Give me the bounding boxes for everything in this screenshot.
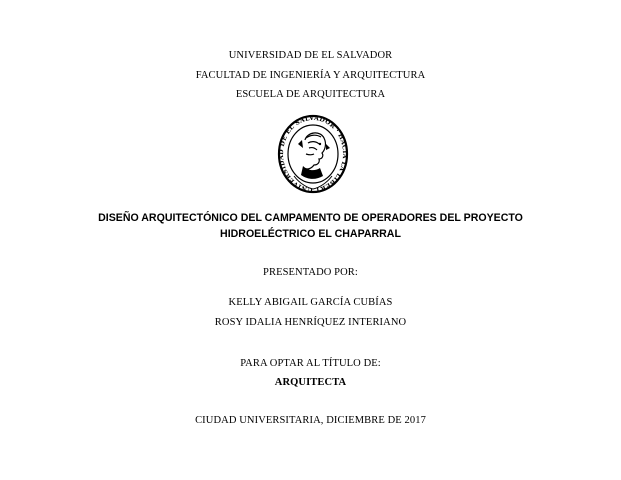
university-seal-icon <box>276 110 350 196</box>
degree-title: ARQUITECTA <box>274 377 347 388</box>
university-name: UNIVERSIDAD DE EL SALVADOR <box>228 50 393 61</box>
author-1: KELLY ABIGAIL GARCÍA CUBÍAS <box>228 297 393 308</box>
place-date: CIUDAD UNIVERSITARIA, DICIEMBRE DE 2017 <box>195 415 426 426</box>
school-name: ESCUELA DE ARQUITECTURA <box>235 89 386 100</box>
author-2: ROSY IDALIA HENRÍQUEZ INTERIANO <box>214 317 407 328</box>
presented-by-label: PRESENTADO POR: <box>263 267 358 278</box>
degree-label: PARA OPTAR AL TÍTULO DE: <box>240 358 381 369</box>
thesis-title-line-1: DISEÑO ARQUITECTÓNICO DEL CAMPAMENTO DE OPERADORES DEL PROYECTO <box>98 212 523 224</box>
faculty-name: FACULTAD DE INGENIERÍA Y ARQUITECTURA <box>195 70 426 81</box>
svg-text:UNIVERSIDAD DE EL SALVADOR · H: UNIVERSIDAD DE EL SALVADOR · HACIA LA LIBERT <box>277 114 349 194</box>
thesis-title-line-2: HIDROELÉCTRICO EL CHAPARRAL <box>220 228 401 240</box>
